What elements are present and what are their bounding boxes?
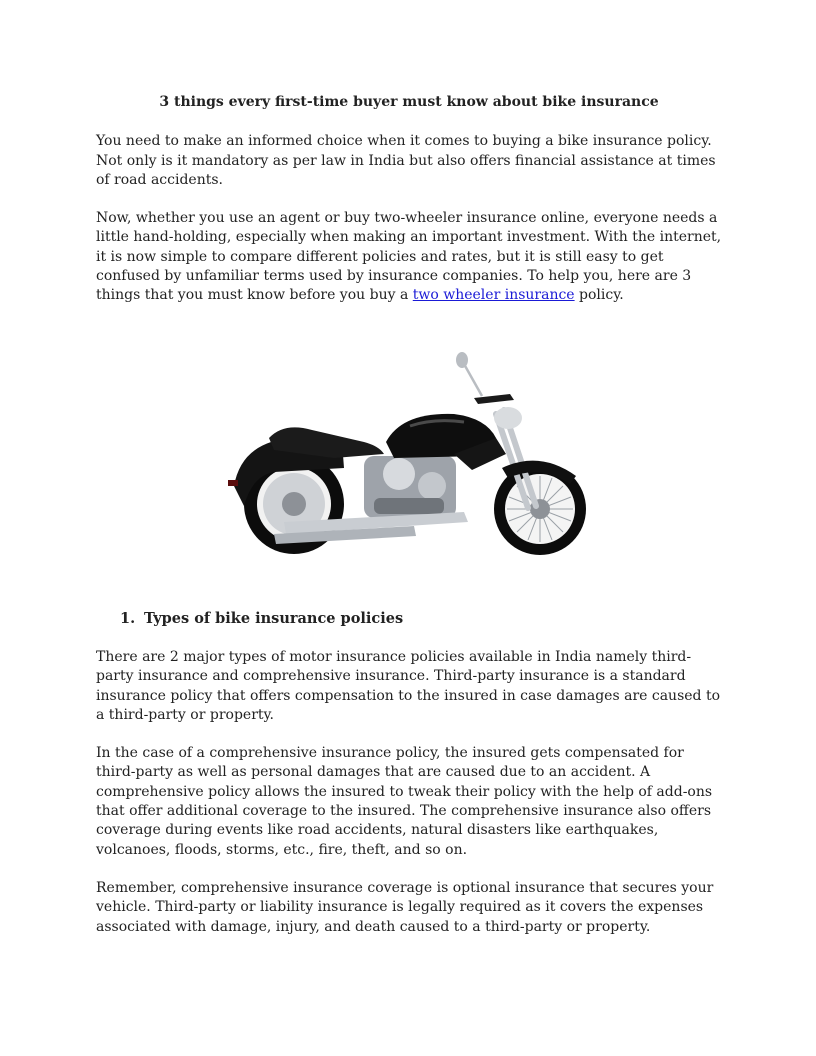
document-title: 3 things every first-time buyer must know about bike insurance [159,94,659,110]
section-1-number: 1. [120,609,136,627]
section-1-heading [96,609,722,628]
document-page [96,93,722,956]
intro-text-after-link: policy. [574,287,624,304]
section-1-paragraph-2: In the case of a comprehensive insurance policy, the insured gets compensated for third-party as well as personal damages that are caused due to an accident. A comprehensive policy allows the insured to tweak their policy with the help of add-ons that offer additional coverage to the insured. The comprehensive insurance also offers coverage during events like road accidents, natural disasters like earthquakes, volcanoes, floods, storms, etc., fire, theft, and so on. [96,745,713,858]
intro-text-before-link: Now, whether you use an agent or buy two-wheeler insurance online, everyone needs a little hand-holding, especially when making an important investment. With the internet, it is now simple to compare different policies and rates, but it is still easy to get confused by unfamiliar terms used by insurance companies. To help you, here are 3 things that you must know before you buy a [96,210,722,304]
intro-paragraph-2 [96,209,722,305]
intro-paragraph-1: You need to make an informed choice when it comes to buying a bike insurance policy. Not only is it mandatory as per law in India but also offers financial assistance at times of road accidents. [96,133,716,188]
motorcycle-image [214,346,600,584]
two-wheeler-insurance-link[interactable]: two wheeler insurance [412,287,575,304]
engine [364,456,456,518]
section-1-paragraph-1: There are 2 major types of motor insurance policies available in India namely third-party insurance and comprehensive insurance. Third-party insurance is a standard insurance policy that offers compensation to the insured in case damages are caused to a third-party or property. [96,648,721,723]
section-1-title: Types of bike insurance policies [144,609,404,627]
section-1-paragraph-3: Remember, comprehensive insurance coverage is optional insurance that secures your vehicle. Third-party or liability insurance is legally required as it covers the expenses associated with damage, injury, and death caused to a third-party or property. [96,879,714,935]
